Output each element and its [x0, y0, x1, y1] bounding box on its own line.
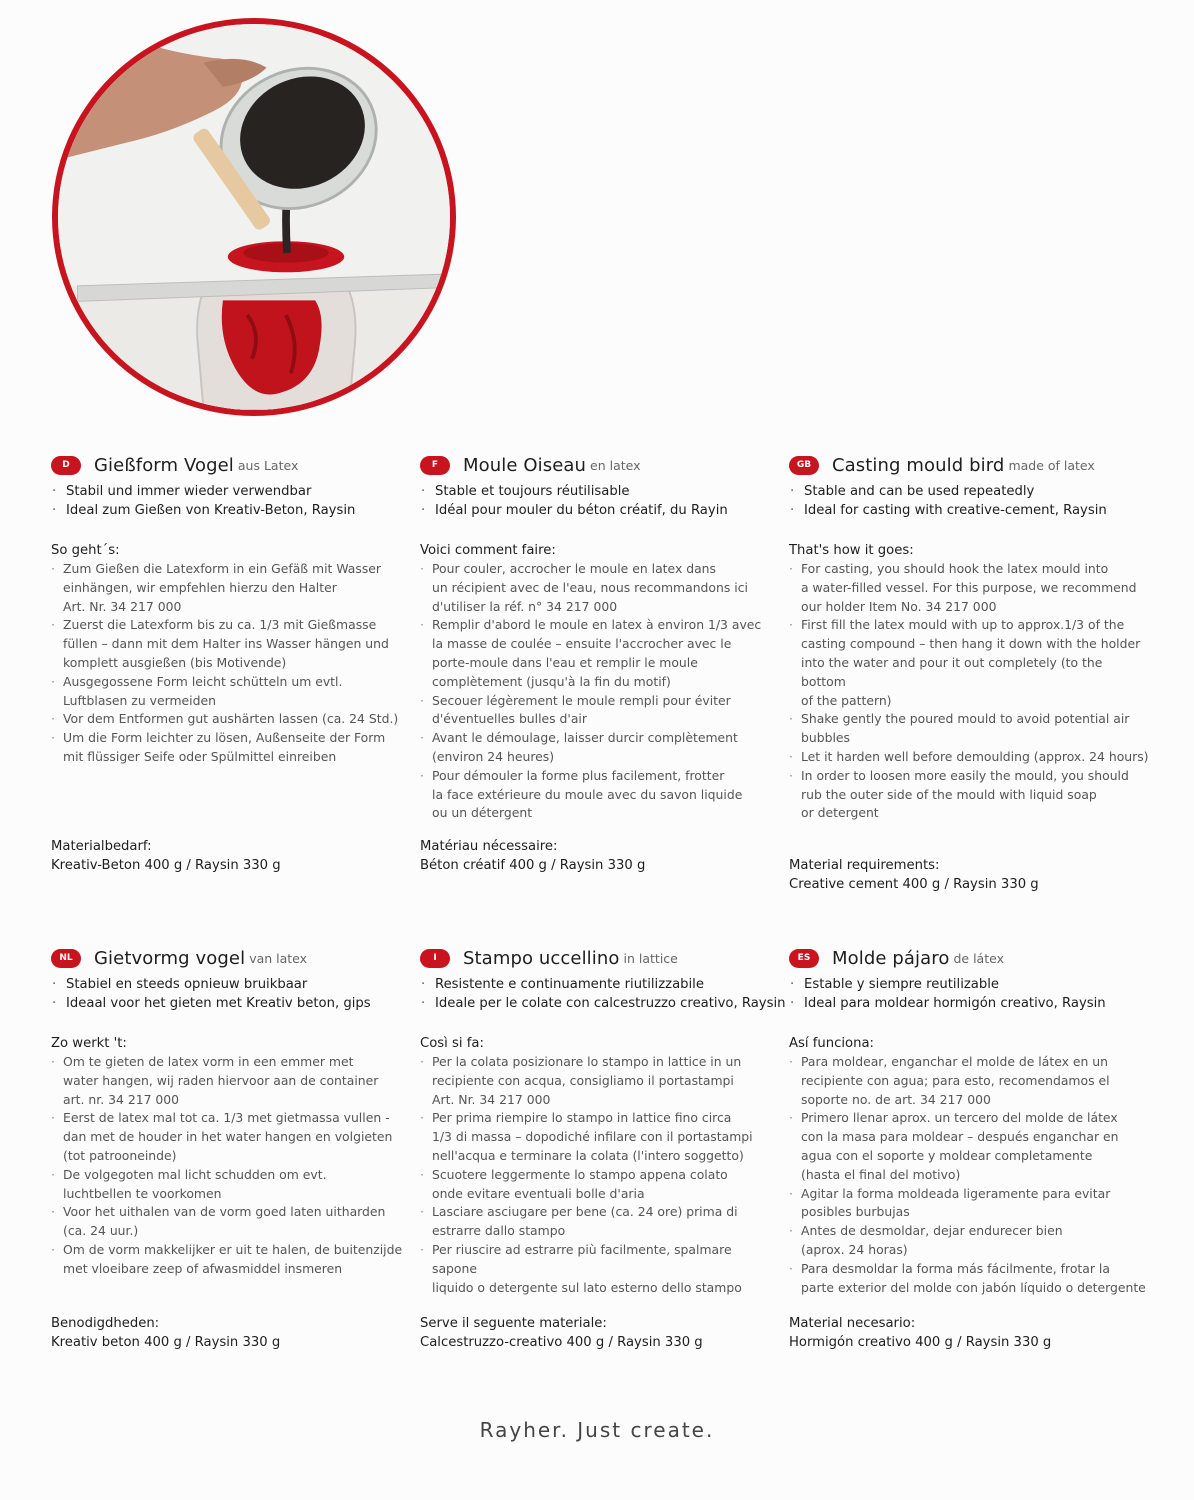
instruction-step: · Shake gently the poured mould to avoid potential air bubbles [789, 710, 1149, 748]
section-header [51, 450, 411, 480]
language-badge: D [51, 456, 81, 475]
instruction-step: · Let it harden well before demoulding (approx. 24 hours) [789, 748, 1149, 767]
feature-item: · Resistente e continuamente riutilizzabile [420, 975, 780, 994]
instruction-step: · In order to loosen more easily the mould, you should rub the outer side of the mould with liquid soap or detergent [789, 767, 1149, 823]
instruction-list [789, 1053, 1149, 1297]
instruction-step: · Per riuscire ad estrarre più facilmente, spalmare sapone liquido o detergente sul lato esterno dello stampo [420, 1241, 780, 1297]
instruction-list [51, 1053, 411, 1279]
instruction-step: · Remplir d'abord le moule en latex à environ 1/3 avec la masse de coulée – ensuite l'accrocher avec le porte-moule dans l'eau et remplir le moule complètement (jusqu'à la fin du motif) [420, 616, 780, 691]
instructions-heading: Así funciona: [789, 1036, 874, 1051]
feature-item: · Ideal zum Gießen von Kreativ-Beton, Raysin [51, 501, 411, 520]
section-title: Stampo uccellino [463, 947, 620, 969]
instruction-list [789, 560, 1149, 823]
material-requirements [51, 837, 411, 875]
requirements-heading: Material necesario: [789, 1316, 916, 1331]
section-title: Gietvormg vogel [94, 947, 246, 969]
feature-item: · Stabil und immer wieder verwendbar [51, 482, 411, 501]
section-es [789, 943, 1149, 1350]
requirements-heading: Serve il seguente materiale: [420, 1316, 607, 1331]
product-photo [52, 18, 456, 416]
section-header [789, 943, 1149, 973]
section-subtitle: de látex [953, 950, 1004, 966]
requirements-heading: Benodigdheden: [51, 1316, 160, 1331]
instruction-step: · Um die Form leichter zu lösen, Außenseite der Form mit flüssiger Seife oder Spülmittel einreiben [51, 729, 411, 767]
instruction-step: · Antes de desmoldar, dejar endurecer bien (aprox. 24 horas) [789, 1222, 1149, 1260]
instruction-list [51, 560, 411, 767]
instruction-step: · For casting, you should hook the latex mould into a water-filled vessel. For this purpose, we recommend our holder Item No. 34 217 000 [789, 560, 1149, 616]
feature-item: · Ideal for casting with creative-cement, Raysin [789, 501, 1149, 520]
feature-item: · Ideal para moldear hormigón creativo, Raysin [789, 994, 1149, 1013]
language-badge: GB [789, 456, 819, 475]
instruction-step: · First fill the latex mould with up to approx.1/3 of the casting compound – then hang it down with the holder into the water and pour it out completely (to the bottom of the pattern) [789, 616, 1149, 710]
section-header [51, 943, 411, 973]
section-gb [789, 450, 1149, 892]
instruction-step: · Agitar la forma moldeada ligeramente para evitar posibles burbujas [789, 1185, 1149, 1223]
instructions-heading: Voici comment faire: [420, 543, 556, 558]
instruction-step: · Ausgegossene Form leicht schütteln um evtl. Luftblasen zu vermeiden [51, 673, 411, 711]
instruction-step: · Zum Gießen die Latexform in ein Gefäß mit Wasser einhängen, wir empfehlen hierzu den Halter Art. Nr. 34 217 000 [51, 560, 411, 616]
section-nl [51, 943, 411, 1350]
feature-list [51, 975, 411, 1013]
section-de [51, 450, 411, 873]
material-requirements [789, 1314, 1149, 1352]
material-requirements [789, 856, 1149, 894]
section-subtitle: aus Latex [237, 457, 299, 473]
brand-slogan: Rayher. Just create. [479, 1418, 715, 1442]
instructions-heading: That's how it goes: [789, 543, 914, 558]
instruction-step: · Pour démouler la forme plus facilement, frotter la face extérieure du moule avec du savon liquide ou un détergent [420, 767, 780, 823]
instructions-heading: So geht´s: [51, 543, 120, 558]
feature-item: · Stable et toujours réutilisable [420, 482, 780, 501]
section-subtitle: en latex [590, 457, 641, 473]
feature-item: · Estable y siempre reutilizable [789, 975, 1149, 994]
section-title: Molde pájaro [832, 947, 950, 969]
instruction-step: · Voor het uithalen van de vorm goed laten uitharden (ca. 24 uur.) [51, 1203, 411, 1241]
instruction-step: · Per prima riempire lo stampo in lattice fino circa 1/3 di massa – dopodiché infilare con il portastampi nell'acqua e terminare la colata (l'intero soggetto) [420, 1109, 780, 1165]
feature-item: · Ideale per le colate con calcestruzzo creativo, Raysin [420, 994, 780, 1013]
section-title: Casting mould bird [832, 454, 1005, 476]
requirements-heading: Materialbedarf: [51, 839, 152, 854]
instruction-step: · De volgegoten mal licht schudden om evt. luchtbellen te voorkomen [51, 1166, 411, 1204]
requirements-value: Béton créatif 400 g / Raysin 330 g [420, 858, 646, 873]
section-it [420, 943, 786, 1350]
pouring-illustration [58, 24, 450, 410]
feature-item: · Stabiel en steeds opnieuw bruikbaar [51, 975, 411, 994]
instructions-heading: Così si fa: [420, 1036, 484, 1051]
feature-list [789, 482, 1149, 520]
language-badge: F [420, 456, 450, 475]
feature-item: · Ideaal voor het gieten met Kreativ beton, gips [51, 994, 411, 1013]
requirements-value: Kreativ-Beton 400 g / Raysin 330 g [51, 858, 281, 873]
requirements-value: Hormigón creativo 400 g / Raysin 330 g [789, 1335, 1052, 1350]
material-requirements [420, 837, 780, 875]
feature-item: · Idéal pour mouler du béton créatif, du Rayin [420, 501, 780, 520]
instruction-step: · Om te gieten de latex vorm in een emmer met water hangen, wij raden hiervoor aan de container art. nr. 34 217 000 [51, 1053, 411, 1109]
requirements-value: Calcestruzzo-creativo 400 g / Raysin 330 g [420, 1335, 703, 1350]
section-subtitle: van latex [249, 950, 308, 966]
instruction-step: · Om de vorm makkelijker er uit te halen, de buitenzijde met vloeibare zeep of afwasmiddel insmeren [51, 1241, 411, 1279]
instruction-step: · Scuotere leggermente lo stampo appena colato onde evitare eventuali bolle d'aria [420, 1166, 780, 1204]
instruction-step: · Primero llenar aprox. un tercero del molde de látex con la masa para moldear – después enganchar en agua con el soporte y moldear completamente (hasta el final del motivo) [789, 1109, 1149, 1184]
section-header [789, 450, 1149, 480]
requirements-heading: Material requirements: [789, 858, 940, 873]
instruction-step: · Lasciare asciugare per bene (ca. 24 ore) prima di estrarre dallo stampo [420, 1203, 780, 1241]
requirements-value: Creative cement 400 g / Raysin 330 g [789, 877, 1039, 892]
material-requirements [420, 1314, 780, 1352]
instruction-step: · Per la colata posizionare lo stampo in lattice in un recipiente con acqua, consigliamo il portastampi Art. Nr. 34 217 000 [420, 1053, 780, 1109]
instruction-step: · Para moldear, enganchar el molde de látex en un recipiente con agua; para esto, recomendamos el soporte no. de art. 34 217 000 [789, 1053, 1149, 1109]
instruction-step: · Pour couler, accrocher le moule en latex dans un récipient avec de l'eau, nous recommandons ici d'utiliser la réf. n° 34 217 000 [420, 560, 780, 616]
section-subtitle: made of latex [1008, 457, 1095, 473]
requirements-value: Kreativ beton 400 g / Raysin 330 g [51, 1335, 281, 1350]
instruction-step: · Eerst de latex mal tot ca. 1/3 met gietmassa vullen - dan met de houder in het water hangen en volgieten (tot patrooneinde) [51, 1109, 411, 1165]
language-badge: ES [789, 949, 819, 968]
section-subtitle: in lattice [623, 950, 678, 966]
language-badge: I [420, 949, 450, 968]
section-header [420, 943, 780, 973]
instruction-step: · Avant le démoulage, laisser durcir complètement (environ 24 heures) [420, 729, 780, 767]
feature-item: · Stable and can be used repeatedly [789, 482, 1149, 501]
instruction-step: · Zuerst die Latexform bis zu ca. 1/3 mit Gießmasse füllen – dann mit dem Halter ins Wasser hängen und komplett ausgießen (bis Motivende) [51, 616, 411, 672]
feature-list [420, 482, 780, 520]
feature-list [51, 482, 411, 520]
feature-list [789, 975, 1149, 1013]
instructions-heading: Zo werkt 't: [51, 1036, 127, 1051]
instruction-step: · Para desmoldar la forma más fácilmente, frotar la parte exterior del molde con jabón líquido o detergente [789, 1260, 1149, 1298]
section-title: Gießform Vogel [94, 454, 234, 476]
material-requirements [51, 1314, 411, 1352]
instruction-step: · Secouer légèrement le moule rempli pour éviter d'éventuelles bulles d'air [420, 692, 780, 730]
language-badge: NL [51, 949, 81, 968]
section-header [420, 450, 780, 480]
instruction-step: · Vor dem Entformen gut aushärten lassen (ca. 24 Std.) [51, 710, 411, 729]
requirements-heading: Matériau nécessaire: [420, 839, 558, 854]
section-fr [420, 450, 780, 873]
section-title: Moule Oiseau [463, 454, 587, 476]
feature-list [420, 975, 786, 1013]
instruction-list [420, 560, 780, 823]
instruction-list [420, 1053, 780, 1297]
